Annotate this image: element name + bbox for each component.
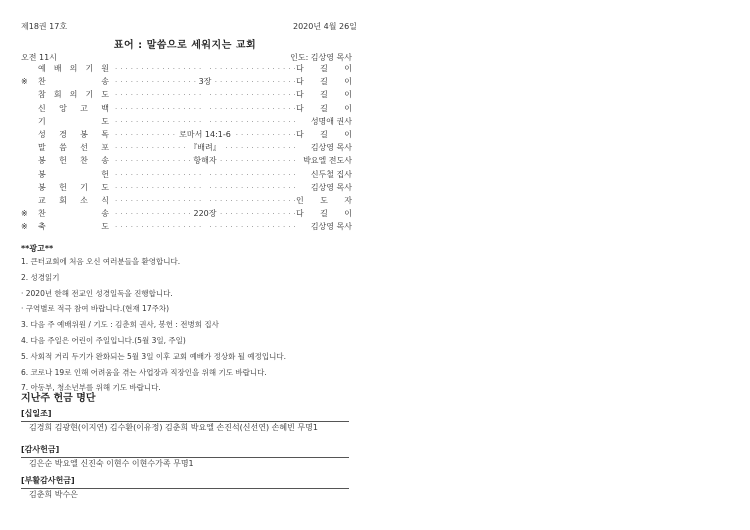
order-item-detail: 로마서 14:1-6 [115, 128, 295, 141]
order-item-name: 성 경 봉 독 [38, 129, 109, 139]
order-item-name: 봉 헌 찬 송 [38, 156, 109, 166]
notice-item: 4. 다음 주일은 어린이 주일입니다.(5월 3일, 주일) [21, 335, 186, 345]
notice-item: 7. 아동부, 청소년부를 위해 기도 바랍니다. [21, 383, 161, 393]
standing-mark: ※ [21, 209, 28, 219]
order-item-person: 다 길 이 [296, 77, 352, 87]
issue-number: 제18권 17호 [21, 22, 68, 31]
order-item-detail: 『배려』 [115, 141, 295, 154]
motto-title: 표어 : 말씀으로 세워지는 교회 [113, 40, 257, 51]
order-item-person: 김상영 목사 [310, 222, 352, 232]
order-row [21, 168, 352, 181]
order-item-person: 다 길 이 [296, 103, 352, 113]
notices-heading: **광고** [21, 244, 54, 253]
order-item-person: 신두철 집사 [310, 169, 352, 179]
offering-group-names: 김경희 김광현(이지연) 김수환(이유정) 김춘희 박요엘 손진석(신선연) 손혜빈 무명1 [29, 423, 318, 432]
notice-item: 1. 큰터교회에 처음 오신 여러분들을 환영합니다. [21, 257, 181, 266]
order-item-detail [115, 194, 295, 207]
order-item-detail: 3장 [115, 75, 295, 88]
order-row [21, 154, 352, 167]
order-item-name: 교 회 소 식 [38, 195, 109, 205]
order-item-person: 다 길 이 [296, 129, 352, 139]
order-row [21, 128, 352, 141]
order-item-detail [115, 102, 295, 115]
service-leader: 인도: 김상영 목사 [290, 53, 352, 62]
offering-group-tithe [21, 407, 318, 435]
notices-list [21, 254, 361, 396]
offering-group-title: [감사헌금] [21, 445, 60, 454]
offering-heading: 지난주 헌금 명단 [21, 393, 96, 404]
order-item-person: 성명애 권사 [310, 116, 352, 126]
order-row [21, 207, 352, 220]
offering-group-title: [십일조] [21, 409, 52, 418]
order-item-person: 다 길 이 [296, 90, 352, 100]
notice-item: · 구역별로 적극 참여 바랍니다.(현재 17주차) [21, 304, 170, 314]
order-item-detail [115, 220, 295, 233]
offering-group-names: 김춘희 박수은 [29, 490, 78, 499]
order-item-name: 신 앙 고 백 [38, 103, 109, 113]
notice-item: 3. 다음 주 예배위원 / 기도 : 김춘희 권사, 봉헌 : 전병희 집사 [21, 320, 219, 330]
notice-item: 2. 성경읽기 [21, 272, 60, 282]
order-row [21, 62, 352, 75]
offering-group-names: 김은순 박요엘 신진숙 이현수 이현수가족 무명1 [29, 459, 194, 468]
order-item-detail [115, 181, 295, 194]
order-row [21, 141, 352, 154]
order-item-name: 기 도 [38, 116, 109, 126]
order-item-detail [115, 88, 295, 101]
order-row [21, 88, 352, 101]
standing-mark: ※ [21, 222, 28, 232]
order-row [21, 75, 352, 88]
notice-item: 6. 코로나 19로 인해 어려움을 겪는 사업장과 직장인을 위해 기도 바랍니다. [21, 367, 267, 377]
order-item-name: 말 씀 선 포 [38, 143, 109, 153]
offering-group-title: [부활감사헌금] [21, 476, 75, 485]
order-item-name: 예 배 의 기 원 [38, 64, 109, 73]
order-item-person: 인 도 자 [296, 195, 352, 205]
order-item-person: 박요엘 전도사 [303, 156, 352, 166]
order-item-name: 축 도 [38, 222, 109, 232]
standing-mark: ※ [21, 77, 28, 87]
divider [21, 421, 349, 422]
order-item-person: 다 길 이 [296, 209, 352, 219]
order-item-name: 봉 헌 기 도 [38, 182, 109, 192]
divider [21, 488, 349, 489]
order-item-detail: 항해자 [115, 154, 295, 167]
divider [21, 457, 349, 458]
order-item-name: 참 회 의 기 도 [38, 90, 109, 100]
order-row [21, 220, 352, 233]
order-item-detail [115, 168, 295, 181]
order-row [21, 181, 352, 194]
issue-date: 2020년 4월 26일 [293, 22, 357, 31]
notice-item: · 2020년 한해 전교인 성경일독을 진행합니다. [21, 288, 173, 298]
offering-group-easter [21, 474, 78, 502]
order-row [21, 115, 352, 128]
order-item-name: 봉 헌 [38, 169, 109, 179]
order-item-detail: 220장 [115, 207, 295, 220]
order-of-worship [21, 62, 352, 233]
offering-group-thanks [21, 443, 194, 471]
order-item-person: 김상영 목사 [310, 182, 352, 192]
order-item-name: 찬 송 [38, 77, 109, 87]
notice-item: 5. 사회적 거리 두기가 완화되는 5월 3일 이후 교회 예배가 정상화 될 예정입니다. [21, 351, 287, 361]
order-item-detail [115, 62, 295, 75]
order-item-detail [115, 115, 295, 128]
order-item-name: 찬 송 [38, 209, 109, 219]
order-item-person: 다 길 이 [296, 64, 352, 73]
order-row [21, 102, 352, 115]
service-time: 오전 11시 [21, 53, 57, 62]
order-item-person: 김상영 목사 [310, 143, 352, 153]
order-row [21, 194, 352, 207]
